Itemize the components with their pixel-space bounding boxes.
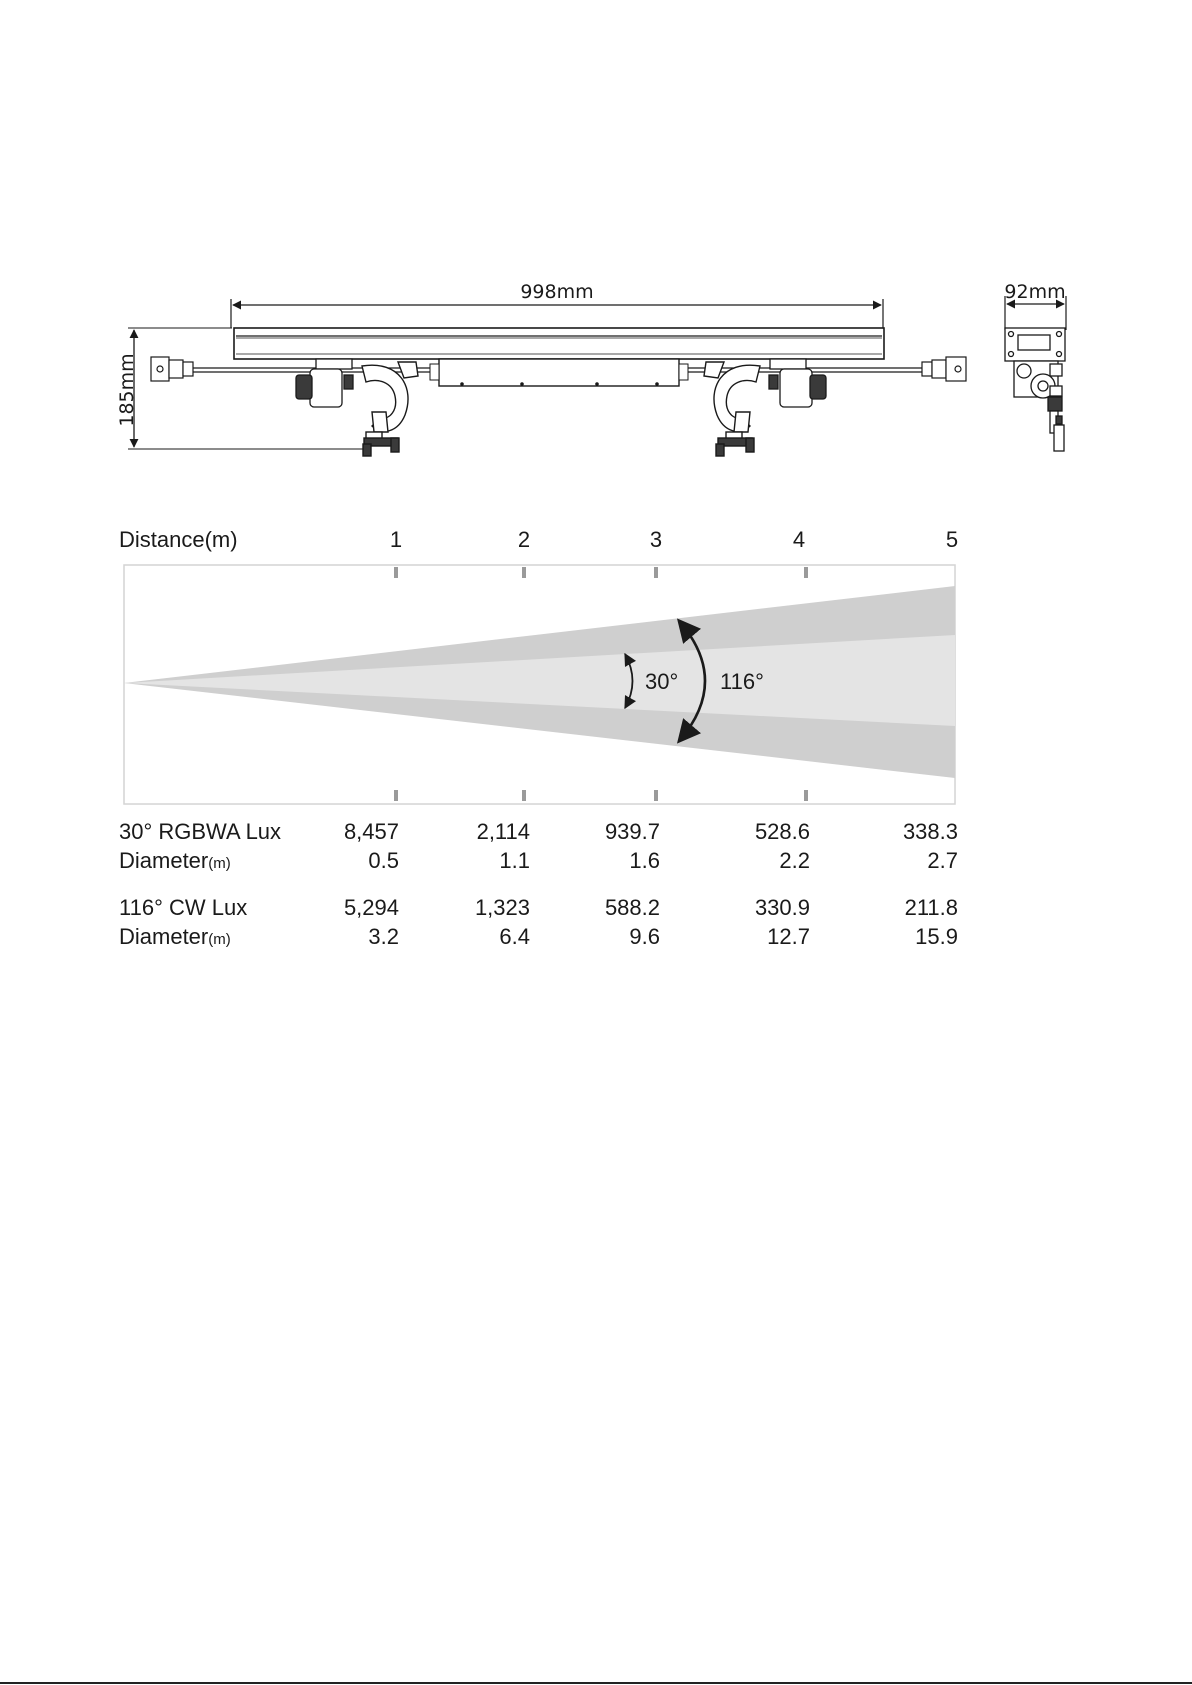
distance-tick-3: 3 [649, 527, 663, 552]
photometric-table [119, 819, 958, 949]
beam-diagram [119, 527, 958, 804]
distance-tick-5: 5 [945, 527, 959, 552]
diameter-116-3: 9.6 [629, 924, 660, 949]
cw-lux-1: 5,294 [343, 895, 399, 920]
cw-lux-3: 588.2 [604, 895, 660, 920]
left-connector-icon [151, 357, 193, 381]
distance-tick-2: 2 [517, 527, 531, 552]
cw-lux-2: 1,323 [474, 895, 530, 920]
page-bottom-rule [0, 1682, 1192, 1684]
row-label-cw-lux: 116° CW Lux [119, 895, 248, 920]
diameter-30-5: 2.7 [927, 848, 958, 873]
distance-label: Distance(m) [119, 527, 238, 552]
length-dimension [231, 281, 883, 328]
rgbwa-lux-1: 8,457 [343, 819, 399, 844]
right-clamp [704, 362, 760, 456]
cw-lux-4: 330.9 [754, 895, 810, 920]
cw-lux-5: 211.8 [904, 895, 958, 920]
distance-tick-1: 1 [389, 527, 403, 552]
right-connector-icon [922, 357, 966, 381]
narrow-angle-label: 30° [645, 669, 679, 694]
diameter-116-5: 15.9 [915, 924, 958, 949]
rgbwa-lux-4: 528.6 [754, 819, 810, 844]
wide-angle-label: 116° [720, 669, 764, 694]
driver-box [430, 359, 688, 386]
diameter-116-1: 3.2 [368, 924, 399, 949]
diameter-116-4: 12.7 [767, 924, 810, 949]
rgbwa-lux-5: 338.3 [902, 819, 958, 844]
depth-label: 92mm [1004, 281, 1066, 303]
diameter-30-4: 2.2 [779, 848, 810, 873]
diameter-30-3: 1.6 [629, 848, 660, 873]
left-clamp [362, 362, 418, 456]
end-view-housing [1005, 328, 1065, 451]
fixture-end-view [1004, 281, 1066, 451]
right-bracket [769, 359, 826, 407]
row-label-rgbwa-lux: 30° RGBWA Lux [119, 819, 282, 844]
row-label-diameter-30: Diameter(m) [119, 848, 231, 873]
row-label-diameter-116: Diameter(m) [119, 924, 231, 949]
diameter-30-1: 0.5 [368, 848, 399, 873]
diameter-116-2: 6.4 [499, 924, 530, 949]
length-label: 998mm [520, 281, 594, 303]
rgbwa-lux-2: 2,114 [476, 819, 530, 844]
distance-tick-4: 4 [792, 527, 806, 552]
fixture-side-view [116, 281, 966, 456]
height-label: 185mm [116, 353, 138, 427]
diameter-30-2: 1.1 [499, 848, 530, 873]
rgbwa-lux-3: 939.7 [604, 819, 660, 844]
left-bracket [296, 359, 353, 407]
